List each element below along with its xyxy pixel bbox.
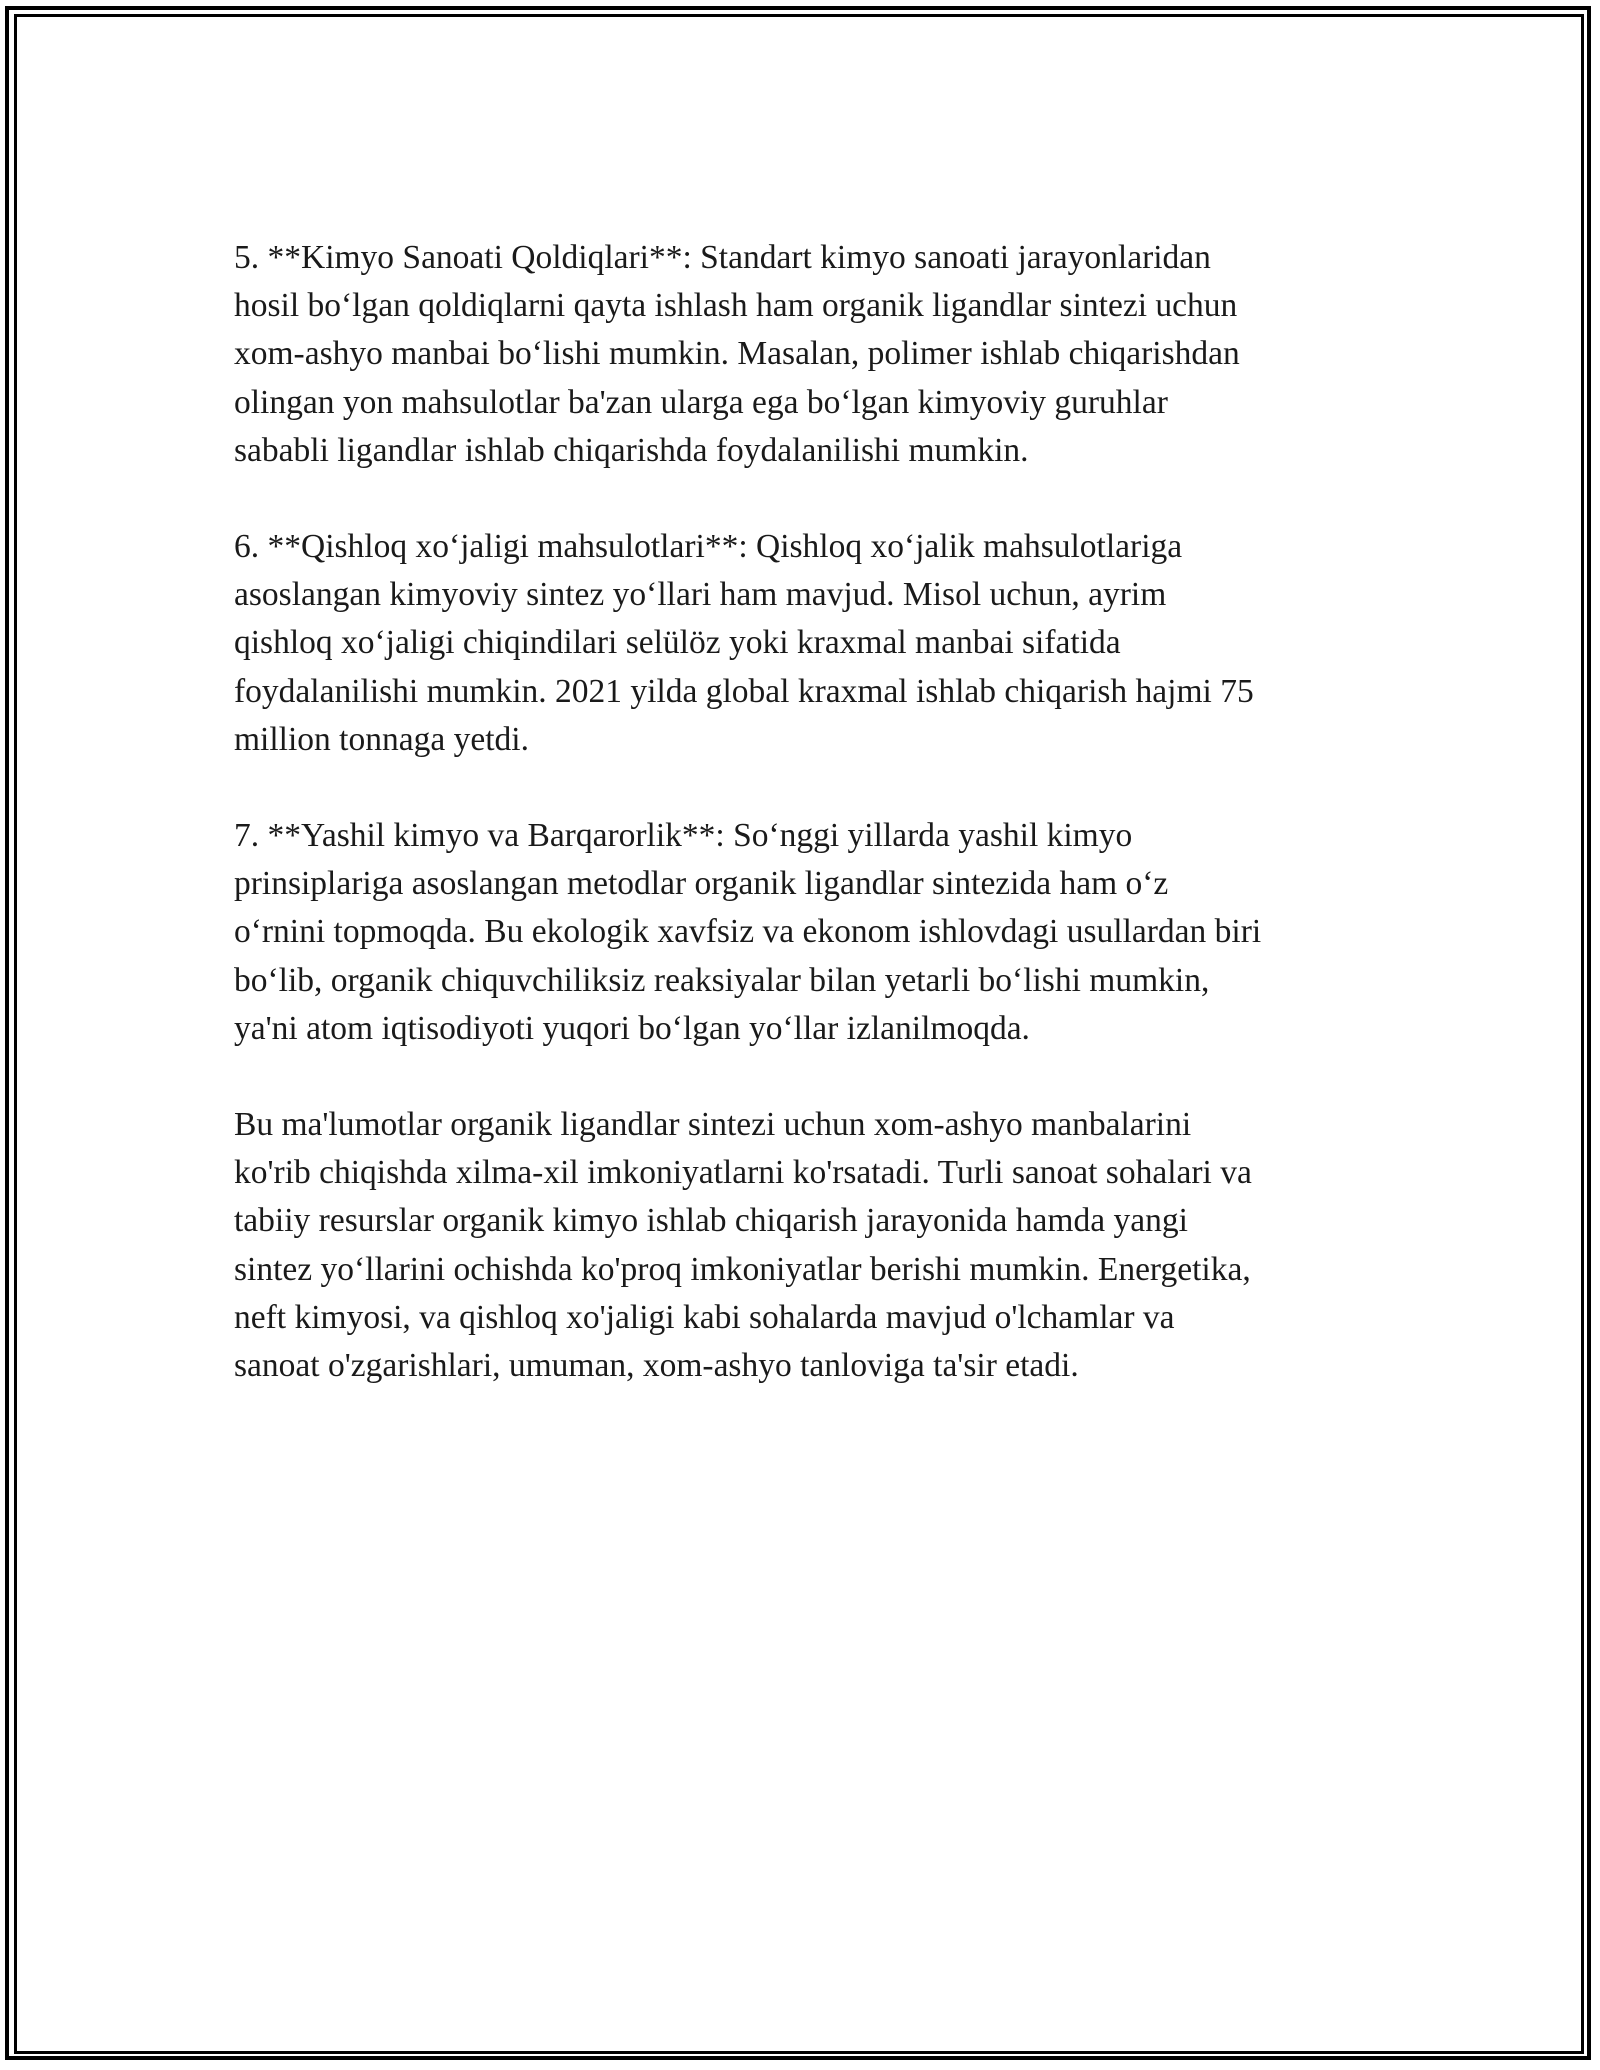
paragraph-item-7 <box>234 812 1374 1053</box>
paragraph-summary <box>234 1101 1374 1390</box>
text-line: sanoat o'zgarishlari, umuman, xom-ashyo tanloviga ta'sir etadi. <box>234 1347 1079 1385</box>
text-line: 6. **Qishloq xo‘jaligi mahsulotlari**: Qishloq xo‘jalik mahsulotlariga <box>234 528 1183 566</box>
text-line: asoslangan kimyoviy sintez yo‘llari ham mavjud. Misol uchun, ayrim <box>234 576 1167 614</box>
text-line: 7. **Yashil kimyo va Barqarorlik**: So‘nggi yillarda yashil kimyo <box>234 817 1133 855</box>
text-line: Bu ma'lumotlar organik ligandlar sintezi uchun xom-ashyo manbalarini <box>234 1106 1192 1144</box>
text-line: prinsiplariga asoslangan metodlar organik ligandlar sintezida ham o‘z <box>234 865 1169 903</box>
text-line: xom-ashyo manbai bo‘lishi mumkin. Masalan, polimer ishlab chiqarishdan <box>234 335 1240 373</box>
text-line: 5. **Kimyo Sanoati Qoldiqlari**: Standart kimyo sanoati jarayonlaridan <box>234 239 1211 276</box>
text-line: o‘rnini topmoqda. Bu ekologik xavfsiz va ekonom ishlovdagi usullardan biri <box>234 913 1262 951</box>
text-line: olingan yon mahsulotlar ba'zan ularga ega bo‘lgan kimyoviy guruhlar <box>234 383 1168 421</box>
text-line: neft kimyosi, va qishloq xo'jaligi kabi sohalarda mavjud o'lchamlar va <box>234 1298 1175 1336</box>
text-line: tabiiy resurslar organik kimyo ishlab chiqarish jarayonida hamda yangi <box>234 1202 1188 1240</box>
text-line: million tonnaga yetdi. <box>234 720 529 758</box>
text-line: ya'ni atom iqtisodiyoti yuqori bo‘lgan yo‘llar izlanilmoqda. <box>234 1009 1030 1047</box>
document-body <box>234 234 1374 1438</box>
text-line: foydalanilishi mumkin. 2021 yilda global kraxmal ishlab chiqarish hajmi 75 <box>234 672 1254 710</box>
paragraph-item-5 <box>234 234 1374 475</box>
paragraph-item-6 <box>234 523 1374 764</box>
text-line: sintez yo‘llarini ochishda ko'proq imkoniyatlar berishi mumkin. Energetika, <box>234 1250 1251 1288</box>
text-line: qishloq xo‘jaligi chiqindilari selülöz yoki kraxmal manbai sifatida <box>234 624 1121 662</box>
text-line: bo‘lib, organik chiquvchiliksiz reaksiyalar bilan yetarli bo‘lishi mumkin, <box>234 961 1210 999</box>
text-line: hosil bo‘lgan qoldiqlarni qayta ishlash ham organik ligandlar sintezi uchun <box>234 287 1238 325</box>
text-line: ko'rib chiqishda xilma-xil imkoniyatlarni ko'rsatadi. Turli sanoat sohalari va <box>234 1154 1252 1192</box>
text-line: sababli ligandlar ishlab chiqarishda foydalanilishi mumkin. <box>234 431 1029 469</box>
